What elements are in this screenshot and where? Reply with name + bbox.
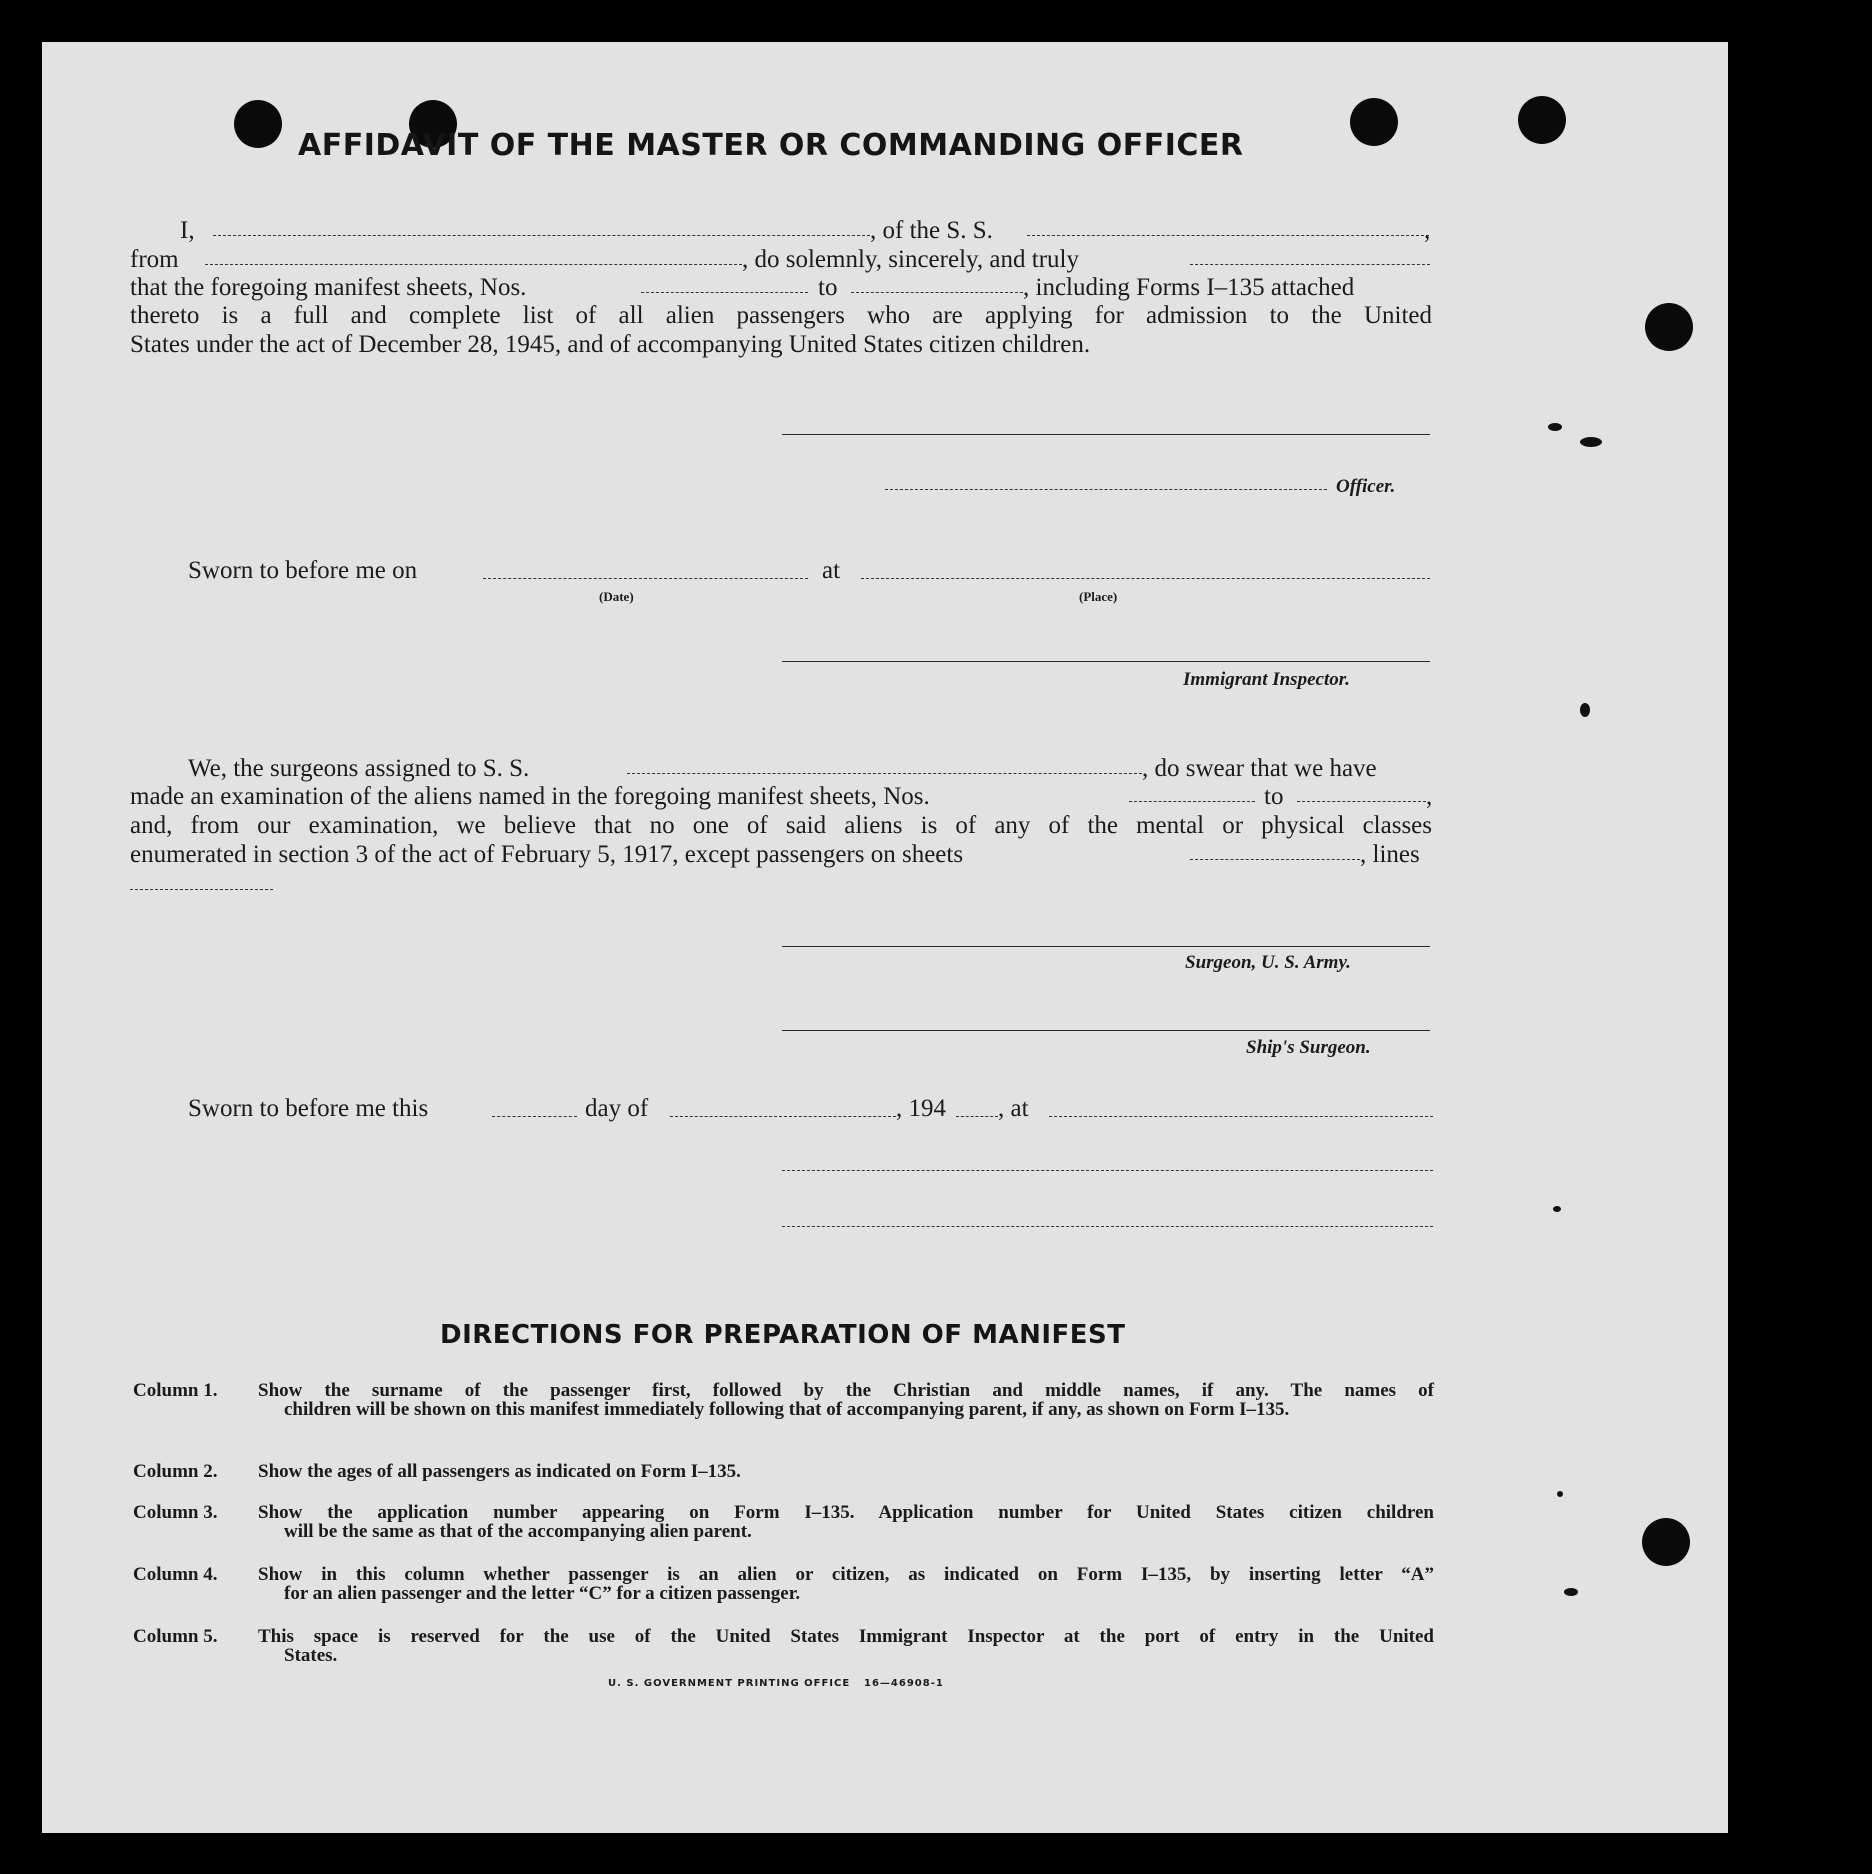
inspector-signature-line[interactable] — [782, 661, 1430, 662]
sheets-from-field[interactable] — [641, 292, 808, 293]
direction-line: Show the surname of the passenger first, followed by the Christian and middle names, if any. The names of — [258, 1380, 1434, 1401]
surgeons-text: , lines — [1360, 841, 1420, 868]
punch-hole — [1350, 98, 1398, 146]
affidavit-text: that the foregoing manifest sheets, Nos. — [130, 274, 527, 301]
army-surgeon-label: Surgeon, U. S. Army. — [1185, 952, 1351, 973]
form-code: 16—46908-1 — [864, 1678, 944, 1689]
ink-speck — [1580, 703, 1590, 717]
officer-title-line[interactable] — [885, 489, 1327, 490]
exam-sheets-to-field[interactable] — [1297, 801, 1426, 802]
direction-line: Show the ages of all passengers as indicated on Form I–135. — [258, 1461, 741, 1482]
affidavit-title: AFFIDAVIT OF THE MASTER OR COMMANDING OFFICER — [298, 128, 1244, 163]
column-label: Column 3. — [133, 1502, 218, 1523]
oath-type-field[interactable] — [1190, 264, 1430, 265]
except-lines-field[interactable] — [130, 889, 273, 890]
affidavit-text: , — [1424, 217, 1431, 244]
sheets-to-field[interactable] — [851, 292, 1023, 293]
officer-signature-line[interactable] — [782, 434, 1430, 435]
affidavit-text: , of the S. S. — [870, 217, 993, 244]
inspector-label: Immigrant Inspector. — [1183, 669, 1350, 690]
direction-line: States. — [284, 1645, 338, 1666]
exam-sheets-from-field[interactable] — [1129, 801, 1255, 802]
direction-line: for an alien passenger and the letter “C” for a citizen passenger. — [284, 1583, 801, 1604]
column-label: Column 1. — [133, 1380, 218, 1401]
direction-line: will be the same as that of the accompanying alien parent. — [284, 1521, 752, 1542]
sworn-place-field[interactable] — [1049, 1116, 1433, 1117]
sworn-text: at — [822, 557, 841, 584]
ship-name-field[interactable] — [1027, 235, 1429, 236]
date-caption: (Date) — [599, 589, 634, 604]
directions-title: DIRECTIONS FOR PREPARATION OF MANIFEST — [440, 1320, 1126, 1350]
column-label: Column 2. — [133, 1461, 218, 1482]
surgeons-text: , — [1426, 783, 1433, 810]
departure-port-field[interactable] — [205, 264, 742, 265]
punch-hole — [1518, 96, 1566, 144]
master-name-field[interactable] — [213, 235, 870, 236]
sworn-date-field[interactable] — [483, 578, 808, 579]
ink-speck — [1548, 423, 1562, 431]
direction-line: Show the application number appearing on Form I–135. Application number for United States citizen children — [258, 1502, 1434, 1523]
ink-speck — [1557, 1491, 1563, 1497]
affidavit-text: States under the act of December 28, 1945, and of accompanying United States citizen children. — [130, 331, 1091, 358]
sworn-day-field[interactable] — [492, 1116, 577, 1117]
punch-hole — [234, 100, 282, 148]
army-surgeon-signature-line[interactable] — [782, 946, 1430, 947]
ink-speck — [1553, 1206, 1561, 1212]
column-direction — [258, 1627, 1434, 1665]
printer-imprint: U. S. GOVERNMENT PRINTING OFFICE — [608, 1678, 851, 1689]
affidavit-text: thereto is a full and complete list of all alien passengers who are applying for admission to the United — [130, 302, 1432, 329]
sworn-month-field[interactable] — [670, 1116, 896, 1117]
sworn-text: , at — [998, 1095, 1029, 1122]
ships-surgeon-label: Ship's Surgeon. — [1246, 1037, 1371, 1058]
official-signature-line[interactable] — [782, 1170, 1433, 1171]
ink-speck — [1580, 437, 1602, 447]
official-title-line[interactable] — [782, 1226, 1433, 1227]
sworn-text: day of — [585, 1095, 649, 1122]
column-direction — [258, 1503, 1434, 1541]
sworn-text: Sworn to before me on — [188, 557, 418, 584]
column-direction — [258, 1462, 1434, 1481]
place-caption: (Place) — [1079, 589, 1118, 604]
ships-surgeon-signature-line[interactable] — [782, 1030, 1430, 1031]
surgeons-text: enumerated in section 3 of the act of February 5, 1917, except passengers on sheets — [130, 841, 964, 868]
surgeons-text: and, from our examination, we believe that no one of said aliens is of any of the mental or physical classes — [130, 812, 1432, 839]
surgeons-text: made an examination of the aliens named in the foregoing manifest sheets, Nos. — [130, 783, 930, 810]
sworn-text: , 194 — [896, 1095, 946, 1122]
direction-line: children will be shown on this manifest immediately following that of accompanying parent, if any, as shown on Form I–135. — [284, 1399, 1290, 1420]
affidavit-text: to — [818, 274, 838, 301]
surgeons-text: , do swear that we have — [1142, 755, 1377, 782]
affidavit-text: from — [130, 246, 179, 273]
affidavit-text: , do solemnly, sincerely, and truly — [742, 246, 1079, 273]
direction-line: This space is reserved for the use of the United States Immigrant Inspector at the port of entry in the United — [258, 1626, 1434, 1647]
column-label: Column 5. — [133, 1626, 218, 1647]
sworn-place-field[interactable] — [861, 578, 1430, 579]
column-direction — [258, 1381, 1434, 1419]
sworn-text: Sworn to before me this — [188, 1095, 429, 1122]
column-label: Column 4. — [133, 1564, 218, 1585]
column-direction — [258, 1565, 1434, 1603]
surgeons-text: to — [1264, 783, 1284, 810]
surgeons-text: We, the surgeons assigned to S. S. — [188, 755, 530, 782]
officer-label: Officer. — [1336, 476, 1396, 497]
affidavit-text: , including Forms I–135 attached — [1023, 274, 1355, 301]
punch-hole — [1645, 303, 1693, 351]
punch-hole — [1642, 1518, 1690, 1566]
direction-line: Show in this column whether passenger is an alien or citizen, as indicated on Form I–135, by inserting letter “A” — [258, 1564, 1434, 1585]
except-sheets-field[interactable] — [1190, 859, 1360, 860]
affidavit-text: I, — [180, 217, 195, 244]
surgeons-ship-field[interactable] — [627, 773, 1142, 774]
ink-speck — [1564, 1588, 1578, 1596]
sworn-year-field[interactable] — [956, 1116, 998, 1117]
